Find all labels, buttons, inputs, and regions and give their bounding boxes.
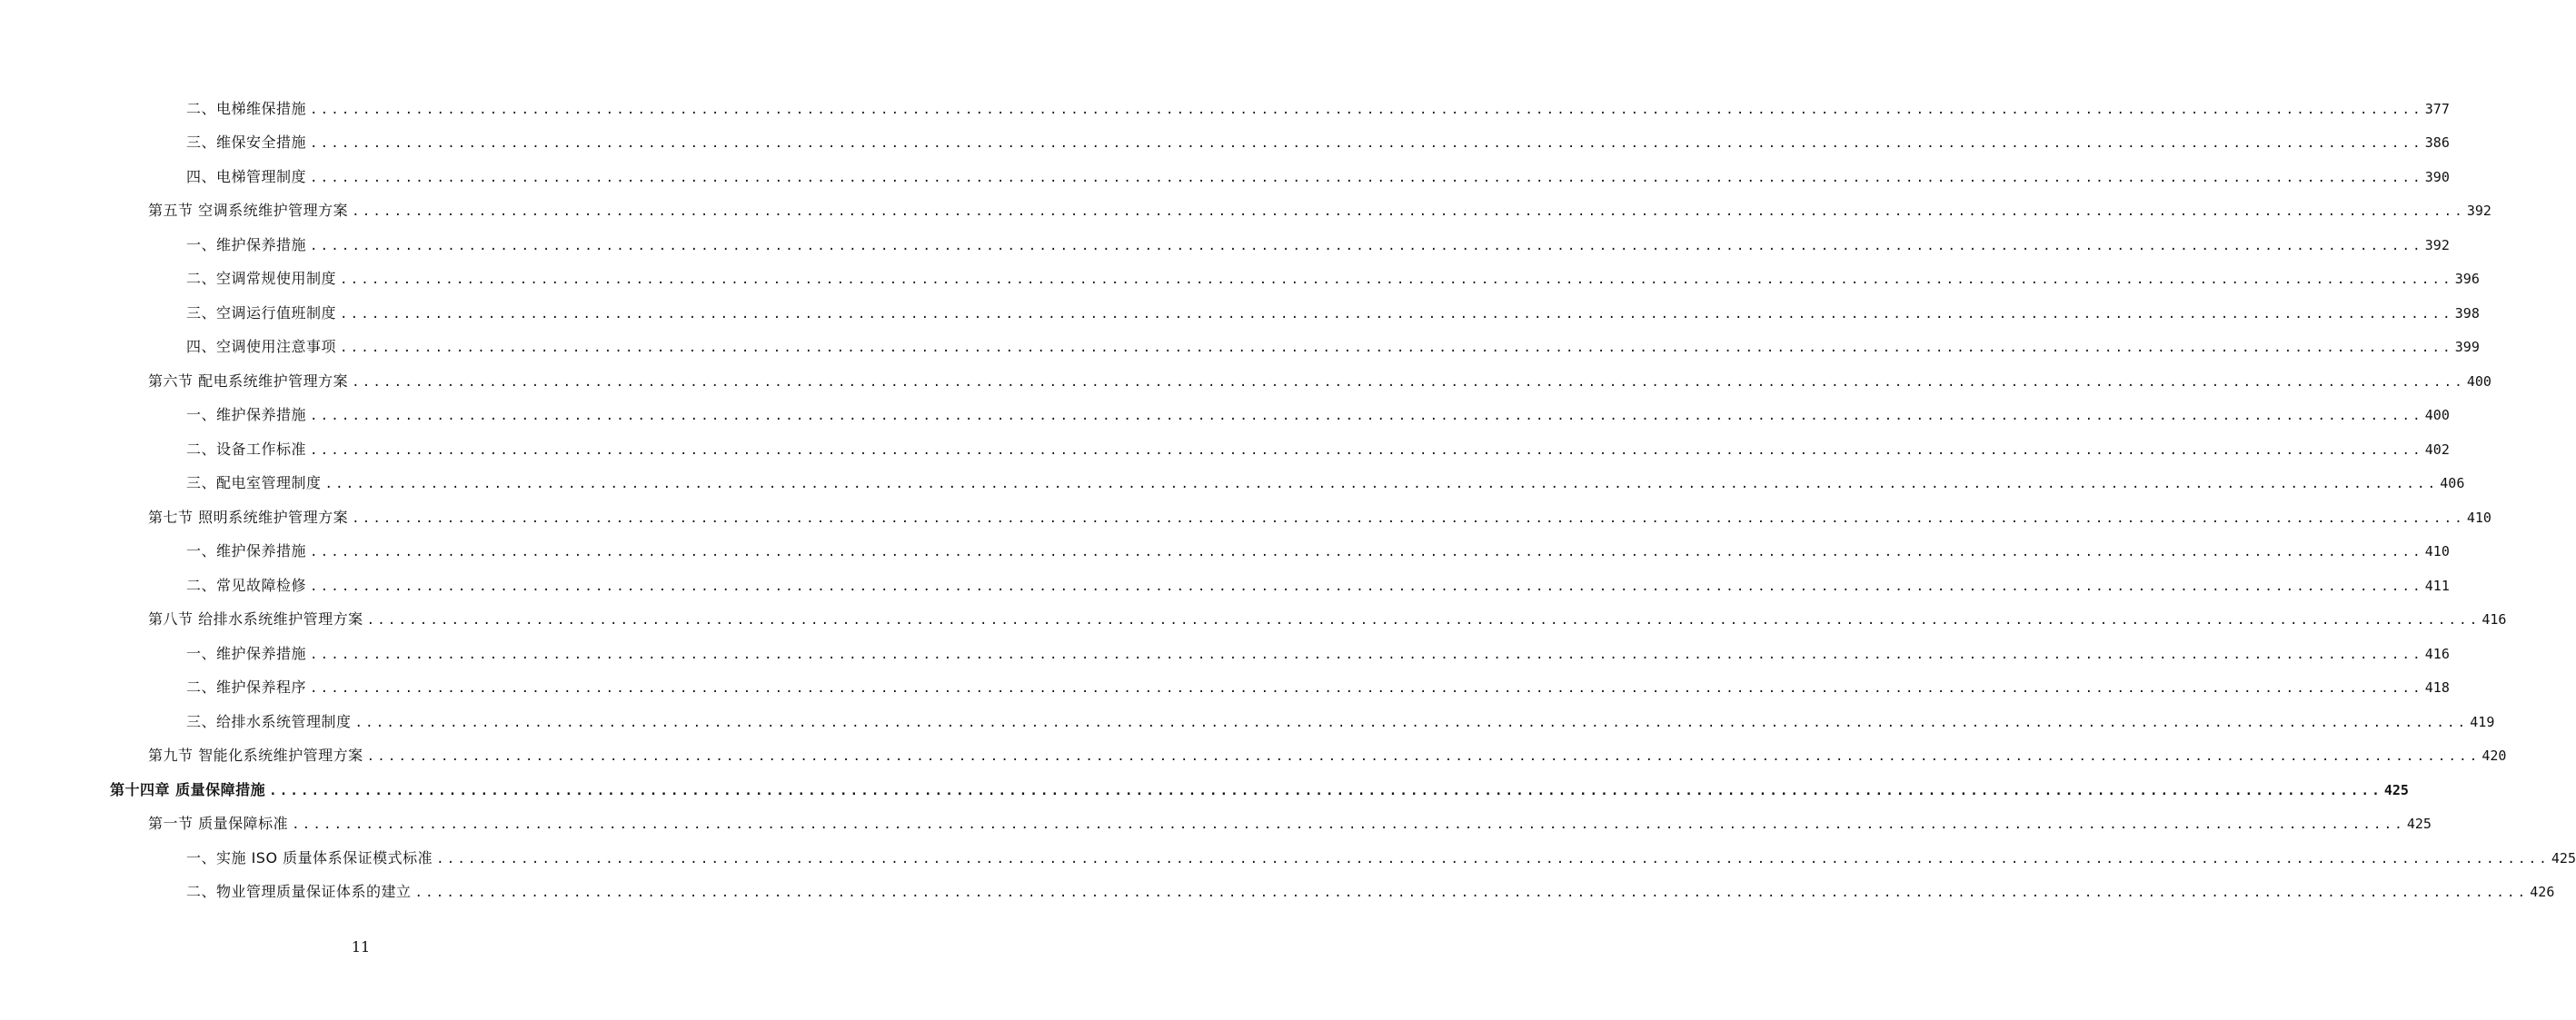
dot-leader: ........................................................................................................................................................................................................ xyxy=(310,545,2423,560)
toc-title: 第六节 配电系统维护管理方案 xyxy=(148,371,349,390)
toc-page-number: 416 xyxy=(2424,645,2450,662)
toc-entry-item xyxy=(0,467,2465,501)
toc-entry-item xyxy=(0,841,2576,876)
toc-entry-item xyxy=(0,228,2450,262)
dot-leader: ........................................................................................................................................................................................................ xyxy=(310,170,2423,185)
table-of-contents xyxy=(0,92,2576,909)
toc-entry-item xyxy=(0,331,2480,365)
toc-entry-item xyxy=(0,671,2450,706)
dot-leader: ........................................................................................................................................................................................................ xyxy=(340,341,2453,356)
toc-entry-item xyxy=(0,160,2450,194)
toc-page-number: 416 xyxy=(2482,611,2507,629)
toc-title: 第五节 空调系统维护管理方案 xyxy=(148,202,349,220)
dot-leader: ........................................................................................................................................................................................................ xyxy=(269,783,2382,798)
dot-leader: ........................................................................................................................................................................................................ xyxy=(324,477,2439,492)
toc-title: 二、设备工作标准 xyxy=(186,440,307,458)
dot-leader: ........................................................................................................................................................................................................ xyxy=(414,886,2529,901)
toc-title: 三、维保安全措施 xyxy=(186,134,307,152)
toc-title: 一、维护保养措施 xyxy=(186,235,307,253)
dot-leader: ........................................................................................................................................................................................................ xyxy=(310,442,2423,458)
toc-entry-section xyxy=(0,603,2507,638)
dot-leader: ........................................................................................................................................................................................................ xyxy=(310,647,2423,662)
toc-page-number: 402 xyxy=(2424,441,2450,458)
dot-leader: ........................................................................................................................................................................................................ xyxy=(310,409,2423,424)
toc-title: 四、空调使用注意事项 xyxy=(186,338,337,356)
toc-page-number: 392 xyxy=(2424,236,2450,253)
dot-leader: ........................................................................................................................................................................................................ xyxy=(310,681,2423,697)
toc-entry-section xyxy=(0,807,2432,842)
toc-title: 一、维护保养措施 xyxy=(186,406,307,424)
toc-title: 第七节 照明系统维护管理方案 xyxy=(148,508,349,526)
toc-entry-section xyxy=(0,364,2491,399)
toc-page-number: 386 xyxy=(2424,134,2450,152)
toc-page-number: 410 xyxy=(2424,543,2450,560)
toc-entry-item xyxy=(0,569,2450,603)
toc-title: 三、给排水系统管理制度 xyxy=(186,712,352,730)
toc-title: 二、维护保养程序 xyxy=(186,678,307,697)
dot-leader: ........................................................................................................................................................................................................ xyxy=(436,851,2550,867)
dot-leader: ........................................................................................................................................................................................................ xyxy=(310,136,2423,152)
dot-leader: ........................................................................................................................................................................................................ xyxy=(340,272,2453,288)
dot-leader: ........................................................................................................................................................................................................ xyxy=(310,238,2423,253)
toc-page-number: 390 xyxy=(2424,168,2450,185)
toc-entry-section xyxy=(0,739,2507,774)
toc-title: 一、实施 ISO 质量体系保证模式标准 xyxy=(186,848,433,867)
toc-title: 二、空调常规使用制度 xyxy=(186,270,337,288)
dot-leader: ........................................................................................................................................................................................................ xyxy=(310,579,2423,594)
toc-title: 一、维护保养措施 xyxy=(186,644,307,662)
toc-entry-item xyxy=(0,262,2480,297)
toc-entry-item xyxy=(0,637,2450,671)
toc-page-number: 400 xyxy=(2424,407,2450,424)
dot-leader: ........................................................................................................................................................................................................ xyxy=(366,749,2481,765)
toc-title: 三、配电室管理制度 xyxy=(186,474,322,492)
toc-title: 三、空调运行值班制度 xyxy=(186,303,337,322)
dot-leader: ........................................................................................................................................................................................................ xyxy=(352,204,2465,220)
toc-page-number: 411 xyxy=(2424,577,2450,594)
toc-page-number: 420 xyxy=(2482,748,2507,765)
toc-entry-item xyxy=(0,399,2450,433)
toc-title: 四、电梯管理制度 xyxy=(186,167,307,185)
dot-leader: ........................................................................................................................................................................................................ xyxy=(354,715,2469,730)
toc-title: 第十四章 质量保障措施 xyxy=(110,780,266,798)
toc-entry-chapter xyxy=(0,773,2409,807)
toc-page-number: 398 xyxy=(2454,304,2480,322)
toc-entry-section xyxy=(0,500,2491,535)
toc-page-number: 410 xyxy=(2466,509,2491,526)
dot-leader: ........................................................................................................................................................................................................ xyxy=(292,817,2405,833)
toc-page-number: 418 xyxy=(2424,679,2450,697)
toc-entry-item xyxy=(0,126,2450,161)
toc-title: 二、物业管理质量保证体系的建立 xyxy=(186,883,412,901)
toc-title: 第一节 质量保障标准 xyxy=(148,815,289,833)
toc-title: 第九节 智能化系统维护管理方案 xyxy=(148,747,363,765)
toc-page-number: 392 xyxy=(2466,203,2491,220)
dot-leader: ........................................................................................................................................................................................................ xyxy=(310,102,2423,117)
toc-entry-item xyxy=(0,535,2450,569)
toc-page-number: 406 xyxy=(2440,475,2465,492)
toc-page-number: 425 xyxy=(2383,781,2409,798)
toc-page-number: 400 xyxy=(2466,372,2491,390)
toc-page-number: 426 xyxy=(2530,884,2555,901)
toc-title: 二、常见故障检修 xyxy=(186,576,307,594)
dot-leader: ........................................................................................................................................................................................................ xyxy=(352,510,2465,526)
dot-leader: ........................................................................................................................................................................................................ xyxy=(340,306,2453,322)
toc-page-number: 399 xyxy=(2454,339,2480,356)
toc-entry-item xyxy=(0,876,2555,910)
toc-page-number: 377 xyxy=(2424,100,2450,117)
toc-title: 第八节 给排水系统维护管理方案 xyxy=(148,610,363,629)
toc-page-number: 419 xyxy=(2470,713,2495,730)
toc-entry-item xyxy=(0,92,2450,126)
toc-entry-item xyxy=(0,705,2495,739)
toc-entry-section xyxy=(0,194,2491,229)
toc-entry-item xyxy=(0,432,2450,467)
page-number: 11 xyxy=(351,938,371,956)
toc-page-number: 425 xyxy=(2406,816,2432,833)
toc-title: 一、维护保养措施 xyxy=(186,542,307,560)
dot-leader: ........................................................................................................................................................................................................ xyxy=(352,374,2465,390)
toc-entry-item xyxy=(0,296,2480,331)
toc-page-number: 396 xyxy=(2454,271,2480,288)
toc-title: 二、电梯维保措施 xyxy=(186,99,307,117)
toc-page-number: 425 xyxy=(2551,849,2576,867)
dot-leader: ........................................................................................................................................................................................................ xyxy=(366,613,2481,629)
